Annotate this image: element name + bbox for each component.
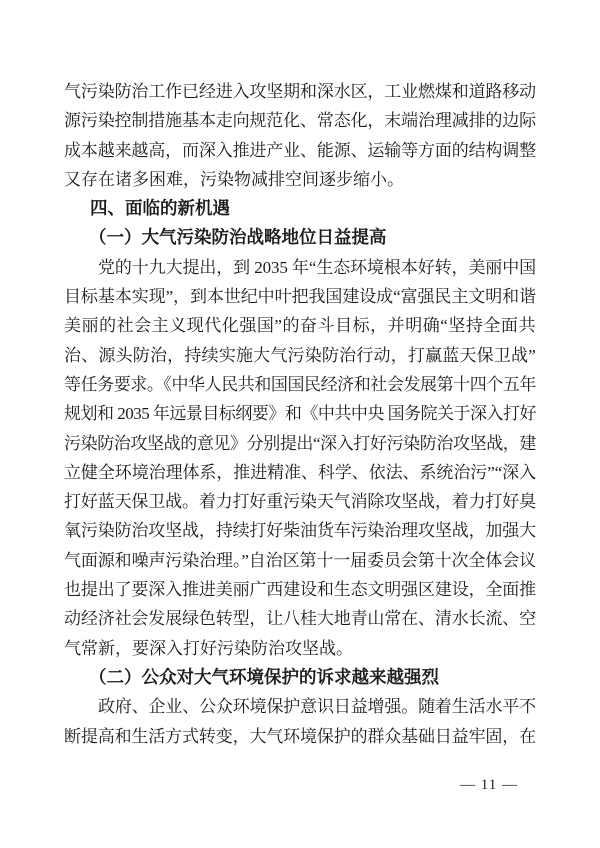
- subsection-heading-2: [64, 663, 536, 692]
- body-line-text: 打好蓝天保卫战。着力打好重污染天气消除攻坚战，着力打好臭: [64, 492, 536, 512]
- body-line: [64, 516, 536, 545]
- body-line-text: 断提高和生活方式转变，大气环境保护的群众基础日益牢固，在: [64, 726, 536, 746]
- document-body: [64, 77, 536, 751]
- body-line-text: 源污染控制措施基本走向规范化、常态化，末端治理减排的边际: [64, 111, 536, 131]
- body-line: [64, 253, 536, 282]
- body-line: [64, 165, 536, 194]
- section-heading-text: 四、面临的新机遇: [90, 198, 230, 219]
- body-line: [64, 370, 536, 399]
- subsection-heading-text: （二）公众对大气环境保护的诉求越来越强烈: [89, 666, 439, 687]
- body-line-text: 立健全环境治理体系，推进精准、科学、依法、系统治污”“深入: [64, 462, 536, 482]
- body-line-text: 也提出了要深入推进美丽广西建设和生态文明强区建设，全面推: [64, 580, 536, 600]
- page-number: — 11 —: [460, 777, 518, 793]
- body-line: [64, 634, 536, 663]
- body-line-text: 气面源和噪声污染治理。”自治区第十一届委员会第十次全体会议: [64, 550, 536, 570]
- subsection-heading-1: [64, 223, 536, 252]
- body-line: [64, 399, 536, 428]
- body-line-text: 目标基本实现”，到本世纪中叶把我国建设成“富强民主文明和谐: [64, 287, 536, 307]
- section-heading: [64, 194, 536, 223]
- subsection-heading-text: （一）大气污染防治战略地位日益提高: [89, 227, 387, 248]
- body-line-text: 又存在诸多困难，污染物减排空间逐步缩小。: [64, 169, 404, 189]
- body-line-text: 党的十九大提出，到 2035 年“生态环境根本好转，美丽中国: [98, 257, 536, 277]
- body-line: [64, 458, 536, 487]
- body-line-text: 气污染防治工作已经进入攻坚期和深水区，工业燃煤和道路移动: [64, 82, 536, 101]
- body-line: [64, 487, 536, 516]
- body-line: [64, 282, 536, 311]
- body-line-text: 规划和 2035 年远景目标纲要》和《中共中央 国务院关于深入打好: [64, 404, 536, 424]
- body-line-text: 成本越来越高，而深入推进产业、能源、运输等方面的结构调整: [64, 140, 536, 160]
- body-line: [64, 341, 536, 370]
- body-line: [64, 429, 536, 458]
- body-line-text: 气常新，要深入打好污染防治攻坚战。: [64, 638, 353, 658]
- body-line-text: 等任务要求。《中华人民共和国国民经济和社会发展第十四个五年: [64, 374, 536, 394]
- body-line-text: 治、源头防治，持续实施大气污染防治行动，打赢蓝天保卫战”: [64, 345, 536, 365]
- body-line: [64, 575, 536, 604]
- body-line: [64, 311, 536, 340]
- body-line-text: 美丽的社会主义现代化强国”的奋斗目标，并明确“坚持全面共: [64, 316, 536, 336]
- body-line: [64, 546, 536, 575]
- body-line-text: 污染防治攻坚战的意见》分别提出“深入打好污染防治攻坚战，建: [64, 433, 536, 453]
- body-line: [64, 722, 536, 751]
- body-line-text: 氧污染防治攻坚战，持续打好柴油货车污染治理攻坚战，加强大: [64, 521, 536, 541]
- body-line-text: 动经济社会发展绿色转型，让八桂大地青山常在、清水长流、空: [64, 609, 536, 629]
- body-line: [64, 692, 536, 721]
- body-line-text: 政府、企业、公众环境保护意识日益增强。随着生活水平不: [98, 697, 536, 717]
- body-line: [64, 604, 536, 633]
- body-line: [64, 136, 536, 165]
- body-line: [64, 77, 536, 106]
- body-line: [64, 106, 536, 135]
